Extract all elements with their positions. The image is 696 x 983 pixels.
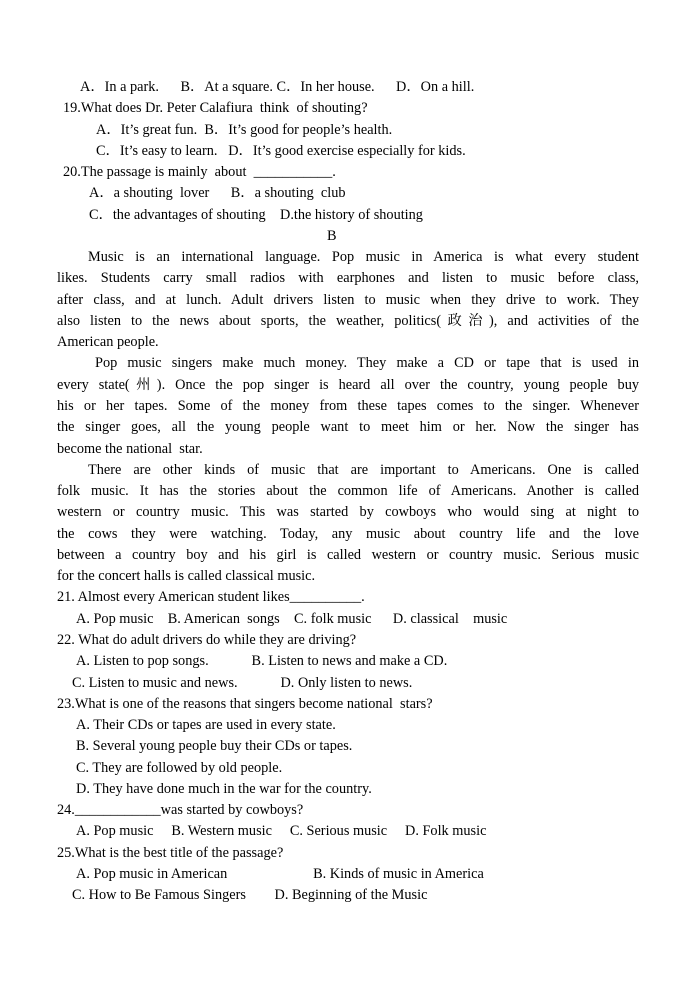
passage-p2-line4: the singer goes, all the young people want to meet him or her. Now the singer has (57, 419, 639, 435)
passage-p3-line6: for the concert halls is called classical music. (57, 568, 316, 584)
q25-options-line2: C. How to Be Famous Singers D. Beginning of the Music (72, 887, 428, 903)
passage-p2-line1: Pop music singers make much money. They make a CD or tape that is used in (95, 355, 639, 371)
passage-p1-line1: Music is an international language. Pop music in America is what every student (88, 249, 639, 265)
q22-question: 22. What do adult drivers do while they are driving? (57, 632, 357, 648)
q23-option-a: A. Their CDs or tapes are used in every state. (76, 717, 336, 733)
passage-p1-line3: after class, and at lunch. Adult drivers listen to music when they drive to work. They (57, 292, 639, 308)
q22-options-line1: A. Listen to pop songs. B. Listen to news and make a CD. (76, 653, 448, 669)
passage-p3-line1: There are other kinds of music that are important to Americans. One is called (88, 462, 639, 478)
q20-options-line1: A．a shouting lover B．a shouting club (89, 185, 346, 201)
q21-options: A. Pop music B. American songs C. folk music D. classical music (76, 611, 508, 627)
q25-question: 25.What is the best title of the passage? (57, 845, 284, 861)
q21-question: 21. Almost every American student likes__________. (57, 589, 365, 605)
q18-options: A．In a park. B．At a square. C．In her house. D．On a hill. (80, 79, 475, 95)
passage-p1-line2: likes. Students carry small radios with earphones and listen to music before class, (57, 270, 639, 286)
q23-option-b: B. Several young people buy their CDs or tapes. (76, 738, 353, 754)
passage-p2-line3: his or her tapes. Some of the money from these tapes comes to the singer. Whenever (57, 398, 639, 414)
q24-options: A. Pop music B. Western music C. Serious music D. Folk music (76, 823, 487, 839)
passage-p3-line4: the cows they were watching. Today, any music about country life and the love (57, 526, 639, 542)
passage-p3-line2: folk music. It has the stories about the common life of Americans. Another is called (57, 483, 639, 499)
q24-question: 24.____________was started by cowboys? (57, 802, 304, 818)
q19-options-line1: A．It’s great fun. B．It’s good for people’s health. (96, 122, 393, 138)
q22-options-line2: C. Listen to music and news. D. Only listen to news. (72, 675, 413, 691)
passage-p3-line3: western or country music. This was started by cowboys who would sing at night to (57, 504, 639, 520)
q19-question: 19.What does Dr. Peter Calafiura think of shouting? (63, 100, 368, 116)
q23-option-c: C. They are followed by old people. (76, 760, 283, 776)
section-b-label: B (327, 228, 337, 244)
q20-options-line2: C．the advantages of shouting D.the history of shouting (89, 207, 423, 223)
passage-p1-line5: American people. (57, 334, 159, 350)
q20-question: 20.The passage is mainly about ___________. (63, 164, 336, 180)
q23-option-d: D. They have done much in the war for the country. (76, 781, 372, 797)
passage-p1-line4: also listen to the news about sports, the weather, politics(政治), and activities of the (57, 313, 639, 329)
passage-p2-line5: become the national star. (57, 441, 203, 457)
q25-options-line1: A. Pop music in American B. Kinds of music in America (76, 866, 484, 882)
passage-p3-line5: between a country boy and his girl is called western or country music. Serious music (57, 547, 639, 563)
passage-p2-line2: every state(州). Once the pop singer is heard all over the country, young people buy (57, 377, 639, 393)
q23-question: 23.What is one of the reasons that singers become national stars? (57, 696, 433, 712)
q19-options-line2: C．It’s easy to learn. D．It’s good exercise especially for kids. (96, 143, 466, 159)
